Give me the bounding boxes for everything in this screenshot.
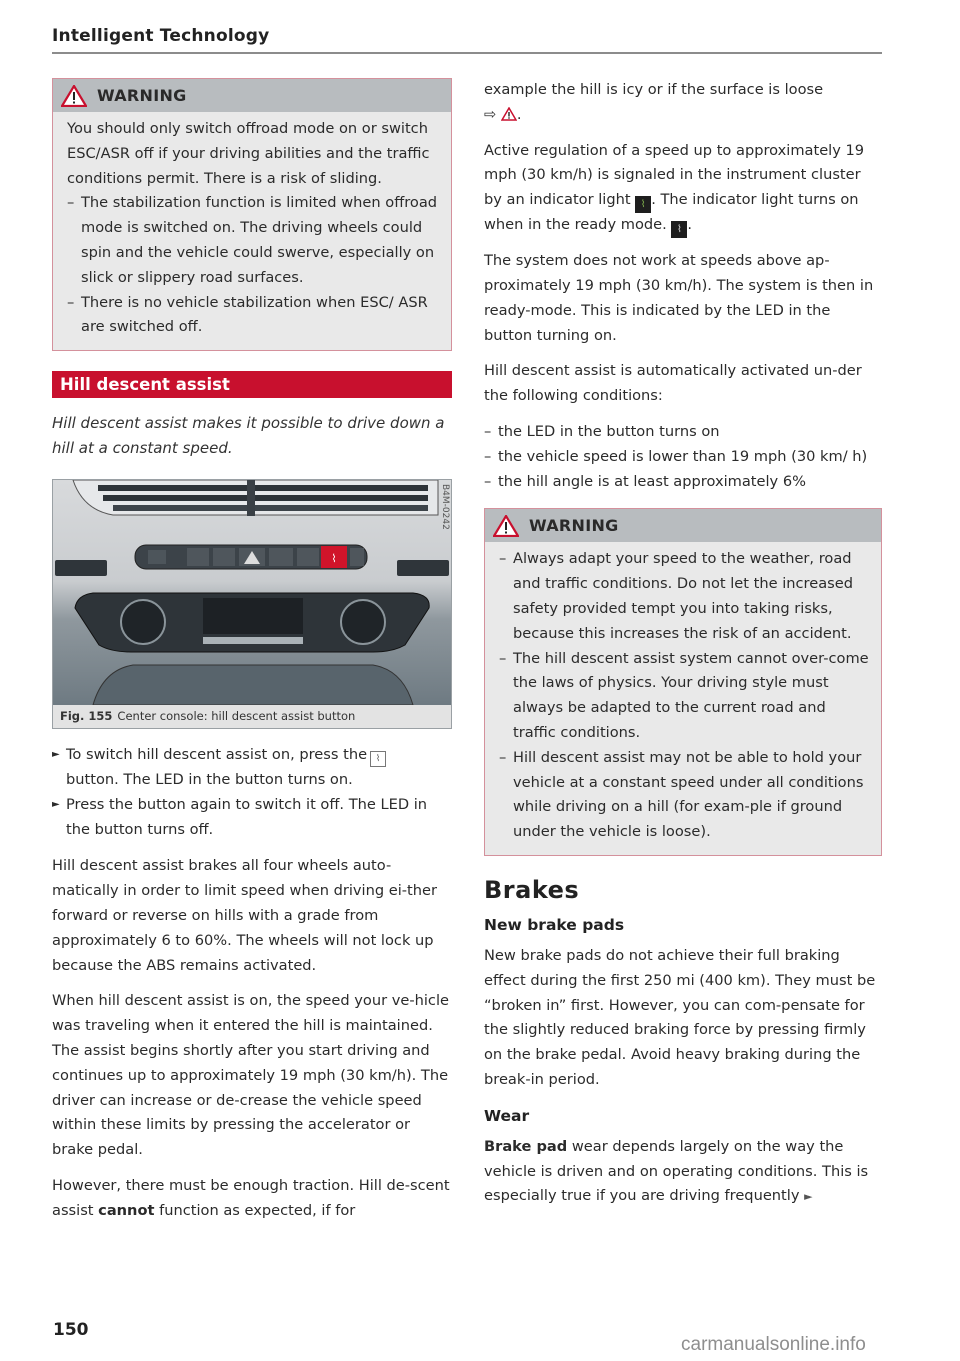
condition-item: – the vehicle speed is lower than 19 mph (30 km/ h) [484,447,868,465]
subheading-new-brake-pads: New brake pads [484,915,625,934]
body-paragraph: Hill descent assist brakes all four wheels auto-matically in order to limit speed when driving ei-ther forward or reverse on hills with a grade from approximately 6 to 60%. The wheels will not lock up because the ABS remains activated. [52,857,438,974]
warning-item: – Always adapt your speed to the weather, road and traffic conditions. Do not let the increased safety provided tempt you into taking risks, because this increases the risk of an accident. [499,550,853,642]
body-paragraph: Brake pad wear depends largely on the way the vehicle is driven and on operating conditions. This is especially true if you are driving frequently ► [484,1137,869,1205]
condition-item: – the hill angle is at least approximately 6% [484,472,806,490]
center-console-illustration [53,480,451,705]
warning-intro: You should only switch offroad mode on or switch ESC/ASR off if your driving abilities and the traffic conditions permit. There is a risk of sliding. [67,120,430,187]
left-column [52,78,452,1235]
figure-155 [52,479,452,729]
body-paragraph: Hill descent assist is automatically activated un-der the following conditions: [484,362,862,405]
hill-descent-indicator-white-icon: ⌇ [671,221,687,238]
warning-label: WARNING [529,516,619,536]
condition-item: – the LED in the button turns on [484,422,720,440]
section-intro: Hill descent assist makes it possible to drive down a hill at a constant speed. [52,414,445,458]
figure-label: Fig. 155 [60,709,113,724]
figure-caption [53,705,451,728]
warning-triangle-icon [61,85,87,107]
center-console-drawing [53,480,451,705]
cross-reference-arrow-icon: ⇨ [484,105,497,123]
section-heading-hill-descent: Hill descent assist [52,371,452,398]
warning-item: – Hill descent assist may not be able to hold your vehicle at a constant speed under all conditions while driving on a hill (for exam-ple if ground under the vehicle is loose). [499,748,864,841]
warning-box-hill-descent [484,508,882,856]
step-arrow-icon: ► [52,798,60,810]
hill-descent-button-icon: ⌇ [370,751,386,767]
right-column [484,78,882,1221]
section-heading-brakes: Brakes [484,875,580,904]
warning-item: – The stabilization function is limited when offroad mode is switched on. The driving wheels could spin and the vehicle could swerve, especially on slick or slippery road surfaces. [67,194,438,286]
instruction-step: ► To switch hill descent assist on, press the ⌇ button. The LED in the button turns on. [52,743,452,793]
warning-header [485,509,881,542]
body-paragraph: New brake pads do not achieve their full braking effect during the first 250 mi (400 km). They must be “broken in” first. However, you can com-pensate for the slightly reduced braking force by pressing firmly on the brake pedal. Avoid heavy braking during the break-in period. [484,946,876,1088]
svg-text:⌇: ⌇ [331,552,337,566]
warning-triangle-icon [493,515,519,537]
warning-header [53,79,451,112]
watermark: carmanualsonline.info [681,1334,866,1355]
body-paragraph: However, there must be enough traction. Hill de-scent assist cannot function as expected, if for [52,1176,450,1219]
body-paragraph: When hill descent assist is on, the speed your ve-hicle was traveling when it entered the hill is maintained. The assist begins shortly after you start driving and continues up to approximately 19 mph (30 km/h). The driver can increase or de-crease the vehicle speed within these limits by pressing the accelerator or brake pedal. [52,992,449,1159]
step-arrow-icon: ► [52,749,60,761]
warning-item: – The hill descent assist system cannot over-come the laws of physics. Your driving style must always be adapted to the current road and traffic conditions. [499,649,869,741]
body-paragraph: example the hill is icy or if the surface is loose ⇨ . [484,81,824,123]
warning-item: – There is no vehicle stabilization when ESC/ ASR are switched off. [67,293,428,336]
body-paragraph: The system does not work at speeds above ap-proximately 19 mph (30 km/h). The system is then in ready-mode. This is indicated by the LED in the button turning on. [484,252,874,344]
continue-arrow-icon: ► [804,1190,813,1204]
warning-box-offroad [52,78,452,351]
hill-descent-indicator-green-icon: ⌇ [635,196,651,213]
subheading-wear: Wear [484,1106,530,1125]
chapter-title: Intelligent Technology [52,26,270,46]
warning-reference-icon[interactable] [501,107,517,121]
body-paragraph: Active regulation of a speed up to approximately 19 mph (30 km/h) is signaled in the instrument cluster by an indicator light ⌇ . The indicator light turns on when in the ready mode. ⌇ . [484,139,882,239]
instruction-step: ► Press the button again to switch it off. The LED in the button turns off. [52,793,452,843]
figure-caption-text: Center console: hill descent assist button [117,709,356,724]
warning-label: WARNING [97,86,187,105]
page-header [52,26,882,54]
svg-text:B4M-0242: B4M-0242 [440,484,450,530]
page-number: 150 [53,1320,89,1340]
